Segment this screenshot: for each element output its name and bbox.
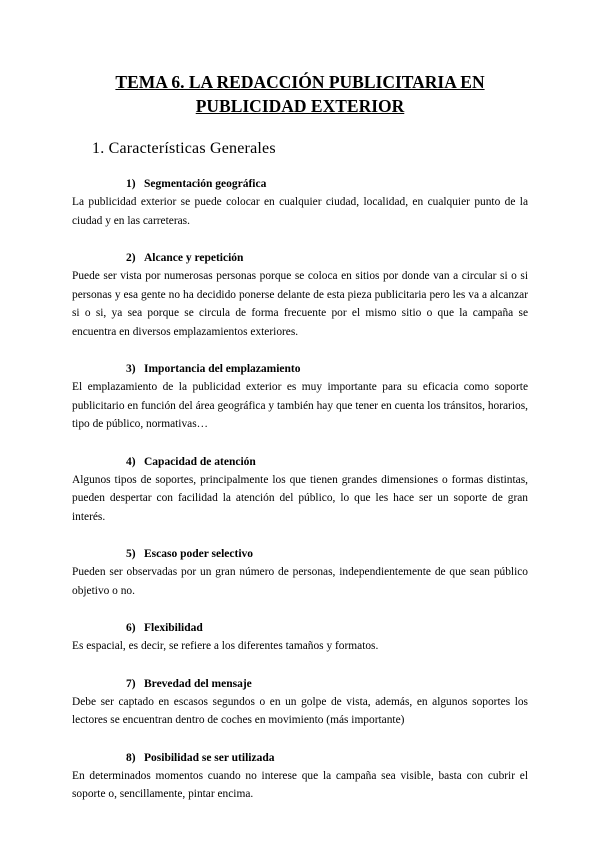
section-title: Características Generales: [108, 140, 276, 157]
item-heading: [126, 750, 528, 766]
item-heading: [126, 454, 528, 470]
section-number: 1.: [92, 140, 105, 157]
item-number: 6): [126, 622, 136, 634]
item-heading-text: Posibilidad se ser utilizada: [144, 751, 275, 764]
item-text: Es espacial, es decir, se refiere a los diferentes tamaños y formatos.: [72, 640, 379, 652]
list-item: [72, 250, 528, 341]
list-item: [72, 454, 528, 527]
item-heading: [126, 176, 528, 192]
item-heading-text: Brevedad del mensaje: [144, 677, 252, 690]
item-number: 2): [126, 252, 136, 264]
item-heading-text: Escaso poder selectivo: [144, 548, 254, 560]
list-item: [72, 676, 528, 730]
item-heading: [126, 676, 528, 692]
item-number: 8): [126, 751, 136, 764]
list-item: [72, 176, 528, 230]
item-number: 3): [126, 363, 136, 375]
item-heading: [126, 361, 528, 377]
item-heading-text: Segmentación geográfica: [144, 178, 267, 190]
document-page: [72, 70, 528, 804]
item-heading-text: Importancia del emplazamiento: [144, 363, 301, 375]
item-number: 7): [126, 677, 136, 690]
list-item: [72, 361, 528, 434]
list-item: [72, 620, 528, 656]
item-heading: [126, 620, 528, 636]
item-text: Puede ser vista por numerosas personas porque se coloca en sitios por donde van a circular si o si personas y esa gente no ha decidido ponerse delante de esta pieza publicitaria pero les va a alcanzar si o si, ya sea porque se circula de forma frecuente por el mismo sitio o que la campaña se encuentra en diversos emplazamientos exteriores.: [72, 270, 528, 338]
item-text: El emplazamiento de la publicidad exterior es muy importante para su eficacia como soporte publicitario en función del área geográfica y también hay que tener en cuenta los tránsitos, horarios, tipo de público, normativas…: [72, 381, 528, 430]
item-heading: [126, 546, 528, 562]
section-heading: [92, 140, 528, 158]
item-text: Algunos tipos de soportes, principalmente los que tienen grandes dimensiones o formas distintas, pueden despertar con facilidad la atención del público, lo que les hace ser un soporte de gran interés.: [72, 473, 528, 523]
item-number: 5): [126, 548, 136, 560]
list-item: [72, 546, 528, 600]
item-heading-text: Alcance y repetición: [144, 252, 244, 264]
title-line-1: TEMA 6. LA REDACCIÓN PUBLICITARIA EN: [115, 72, 485, 92]
item-heading: [126, 250, 528, 266]
title-line-2: PUBLICIDAD EXTERIOR: [195, 96, 405, 116]
item-text: La publicidad exterior se puede colocar en cualquier ciudad, localidad, en cualquier punto de la ciudad y en las carreteras.: [72, 196, 528, 227]
list-item: [72, 750, 528, 804]
item-heading-text: Capacidad de atención: [144, 455, 256, 468]
document-title: [72, 70, 528, 118]
item-heading-text: Flexibilidad: [144, 622, 203, 634]
characteristics-list: [72, 176, 528, 804]
item-text: Pueden ser observadas por un gran número de personas, independientemente de que sean público objetivo o no.: [72, 566, 528, 597]
item-number: 1): [126, 178, 136, 190]
item-number: 4): [126, 455, 136, 468]
item-text: Debe ser captado en escasos segundos o en un golpe de vista, además, en algunos soportes los lectores se encuentran dentro de coches en movimiento (más importante): [72, 695, 528, 726]
item-text: En determinados momentos cuando no interese que la campaña sea visible, basta con cubrir el soporte o, sencillamente, pintar encima.: [72, 769, 528, 800]
